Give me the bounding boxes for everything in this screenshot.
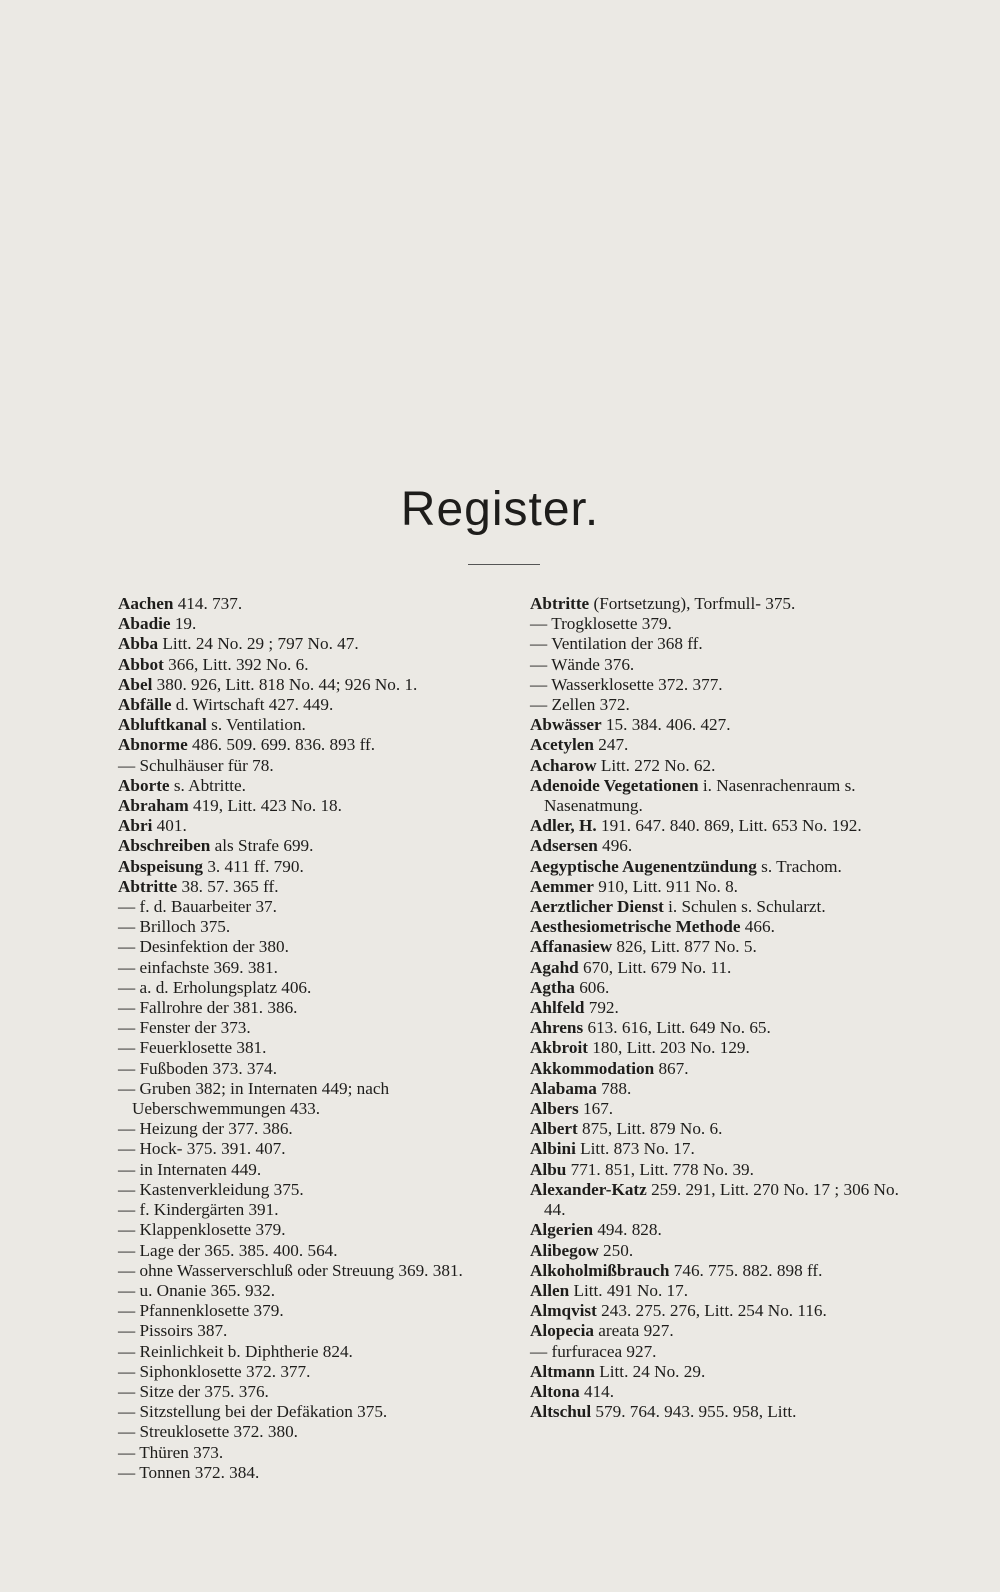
- index-references: 419, Litt. 423 No. 18.: [188, 796, 342, 816]
- index-entry: [118, 1160, 498, 1180]
- index-references: Litt. 24 No. 29.: [594, 1361, 706, 1381]
- index-headword: Alkoholmißbrauch: [530, 1260, 670, 1280]
- index-headword: Abba: [118, 634, 159, 654]
- index-subentry-text: — Heizung der 377. 386.: [118, 1119, 293, 1138]
- index-entry: [530, 1018, 920, 1038]
- index-entry: [530, 655, 920, 675]
- index-headword: Albini: [530, 1139, 576, 1159]
- index-references: s. Trachom.: [756, 856, 842, 876]
- index-entry: [118, 796, 498, 816]
- index-references: 867.: [654, 1058, 689, 1078]
- index-headword: Aegyptische Augenentzündung: [530, 856, 757, 876]
- index-entry: [118, 1079, 498, 1119]
- index-headword: Albert: [530, 1119, 578, 1139]
- index-entry: [118, 1241, 498, 1261]
- index-headword: Altmann: [530, 1361, 595, 1381]
- index-headword: Alabama: [530, 1078, 597, 1098]
- index-entry: [530, 897, 920, 917]
- index-headword: Affanasiew: [530, 937, 613, 957]
- index-references: Litt. 272 No. 62.: [596, 755, 716, 775]
- index-entry: [118, 917, 498, 937]
- index-entry: [530, 1038, 920, 1058]
- index-entry: [118, 655, 498, 675]
- index-entry: [530, 857, 920, 877]
- index-references: 746. 775. 882. 898 ff.: [669, 1260, 823, 1280]
- index-subentry-text: — Pfannenklosette 379.: [118, 1301, 284, 1320]
- index-entry: [118, 1301, 498, 1321]
- index-subentry-text: — Ventilation der 368 ff.: [530, 634, 703, 653]
- index-references: 579. 764. 943. 955. 958, Litt.: [591, 1402, 797, 1422]
- index-references: 380. 926, Litt. 818 No. 44; 926 No. 1.: [152, 674, 418, 694]
- index-entry: [530, 776, 920, 816]
- index-entry: [530, 1301, 920, 1321]
- index-entry: [118, 978, 498, 998]
- index-references: Litt. 491 No. 17.: [569, 1280, 689, 1300]
- index-headword: Abbot: [118, 654, 164, 674]
- index-entry: [118, 1362, 498, 1382]
- index-entry: [530, 1382, 920, 1402]
- index-headword: Albu: [530, 1159, 567, 1179]
- index-entry: [530, 937, 920, 957]
- index-entry: [530, 1099, 920, 1119]
- index-entry: [118, 998, 498, 1018]
- index-entry: [118, 1281, 498, 1301]
- index-references: areata 927.: [593, 1321, 674, 1341]
- index-entry: [118, 695, 498, 715]
- index-references: d. Wirtschaft 427. 449.: [171, 695, 334, 715]
- index-subentry-text: — Fußboden 373. 374.: [118, 1059, 277, 1078]
- index-entry: [118, 1018, 498, 1038]
- index-references: 466.: [740, 917, 775, 937]
- index-subentry-text: — a. d. Erholungsplatz 406.: [118, 978, 311, 997]
- index-entry: [118, 1220, 498, 1240]
- index-subentry-text: — Wasserklosette 372. 377.: [530, 675, 723, 694]
- index-references: 3. 411 ff. 790.: [203, 856, 304, 876]
- index-entry: [530, 1281, 920, 1301]
- index-references: 15. 384. 406. 427.: [601, 715, 731, 735]
- index-entry: [530, 594, 920, 614]
- index-subentry-text: — Fenster der 373.: [118, 1018, 251, 1037]
- index-entry: [530, 1160, 920, 1180]
- index-entry: [530, 1362, 920, 1382]
- index-headword: Abel: [118, 674, 153, 694]
- index-entry: [118, 816, 498, 836]
- index-entry: [118, 1342, 498, 1362]
- index-references: 414.: [579, 1381, 615, 1401]
- index-subentry-text: — Desinfektion der 380.: [118, 937, 289, 956]
- index-entry: [530, 1342, 920, 1362]
- index-entry: [118, 1463, 498, 1483]
- index-references: 259. 291, Litt. 270 No. 17 ; 306 No. 44.: [544, 1179, 899, 1220]
- index-references: 19.: [170, 614, 197, 634]
- index-references: 38. 57. 365 ff.: [177, 876, 279, 896]
- index-subentry-text: — Gruben 382; in Internaten 449; nach Ueberschwemmungen 433.: [118, 1079, 389, 1118]
- index-entry: [530, 1321, 920, 1341]
- index-entry: [530, 1180, 920, 1220]
- index-entry: [530, 1261, 920, 1281]
- index-headword: Almqvist: [530, 1301, 597, 1321]
- index-references: 486. 509. 699. 836. 893 ff.: [187, 735, 376, 755]
- index-entry: [118, 857, 498, 877]
- index-headword: Aachen: [118, 594, 174, 613]
- index-headword: Aerztlicher Dienst: [530, 897, 664, 917]
- index-subentry-text: — Klappenklosette 379.: [118, 1220, 286, 1239]
- index-headword: Akbroit: [530, 1038, 588, 1058]
- index-references: als Strafe 699.: [210, 836, 314, 856]
- index-subentry-text: — Hock- 375. 391. 407.: [118, 1139, 286, 1158]
- index-references: 826, Litt. 877 No. 5.: [612, 937, 757, 957]
- index-entry: [118, 958, 498, 978]
- index-headword: Agtha: [530, 977, 575, 997]
- index-references: 496.: [597, 836, 633, 856]
- index-entry: [118, 1180, 498, 1200]
- index-headword: Albers: [530, 1099, 579, 1119]
- index-subentry-text: — in Internaten 449.: [118, 1160, 261, 1179]
- index-entry: [530, 816, 920, 836]
- index-subentry-text: — Feuerklosette 381.: [118, 1038, 266, 1057]
- index-entry: [530, 958, 920, 978]
- index-subentry-text: — Thüren 373.: [118, 1443, 223, 1462]
- index-references: 875, Litt. 879 No. 6.: [577, 1119, 723, 1139]
- index-entry: [118, 1443, 498, 1463]
- index-references: 414. 737.: [173, 594, 243, 613]
- index-entry: [530, 978, 920, 998]
- index-references: 613. 616, Litt. 649 No. 65.: [583, 1018, 771, 1038]
- index-entry: [530, 998, 920, 1018]
- index-entry: [530, 614, 920, 634]
- index-headword: Acetylen: [530, 735, 594, 755]
- index-subentry-text: — Sitzstellung bei der Defäkation 375.: [118, 1402, 387, 1421]
- index-subentry-text: — Wände 376.: [530, 655, 634, 674]
- index-entry: [530, 1119, 920, 1139]
- index-headword: Abfälle: [118, 695, 172, 715]
- index-entry: [118, 1261, 498, 1281]
- index-subentry-text: — ohne Wasserverschluß oder Streuung 369. 381.: [118, 1261, 463, 1280]
- index-references: i. Schulen s. Schularzt.: [663, 897, 826, 917]
- index-references: 792.: [584, 998, 619, 1018]
- index-headword: Abluftkanal: [118, 715, 207, 735]
- index-subentry-text: — Brilloch 375.: [118, 917, 230, 936]
- index-entry: [118, 877, 498, 897]
- index-references: s. Ventilation.: [206, 715, 306, 735]
- title-rule: [468, 564, 540, 565]
- index-references: 788.: [596, 1078, 632, 1098]
- index-headword: Abspeisung: [118, 856, 204, 876]
- index-headword: Abnorme: [118, 735, 188, 755]
- index-headword: Akkommodation: [530, 1058, 655, 1078]
- index-headword: Ahrens: [530, 1018, 584, 1038]
- index-subentry-text: — u. Onanie 365. 932.: [118, 1281, 275, 1300]
- index-entry: [118, 1059, 498, 1079]
- index-headword: Altschul: [530, 1402, 592, 1422]
- index-references: 771. 851, Litt. 778 No. 39.: [566, 1159, 754, 1179]
- index-headword: Adler, H.: [530, 816, 597, 836]
- index-references: 191. 647. 840. 869, Litt. 653 No. 192.: [596, 816, 862, 836]
- index-entry: [118, 1139, 498, 1159]
- index-headword: Ahlfeld: [530, 998, 585, 1018]
- index-references: (Fortsetzung), Torfmull- 375.: [589, 594, 796, 613]
- index-subentry-text: — Lage der 365. 385. 400. 564.: [118, 1241, 338, 1260]
- index-headword: Abraham: [118, 796, 189, 816]
- index-headword: Abschreiben: [118, 836, 211, 856]
- index-subentry-text: — Zellen 372.: [530, 695, 630, 714]
- index-entry: [118, 1422, 498, 1442]
- index-subentry-text: — Pissoirs 387.: [118, 1321, 227, 1340]
- index-references: 494. 828.: [593, 1220, 662, 1240]
- index-entry: [118, 756, 498, 776]
- index-entry: [118, 614, 498, 634]
- index-headword: Altona: [530, 1381, 580, 1401]
- index-subentry-text: — Sitze der 375. 376.: [118, 1382, 269, 1401]
- index-entry: [530, 756, 920, 776]
- index-entry: [118, 675, 498, 695]
- index-entry: [530, 735, 920, 755]
- index-references: 167.: [578, 1099, 614, 1119]
- index-references: Litt. 873 No. 17.: [575, 1139, 695, 1159]
- index-subentry-text: — f. Kindergärten 391.: [118, 1200, 279, 1219]
- index-subentry-text: — Schulhäuser für 78.: [118, 756, 274, 775]
- index-entry: [118, 1321, 498, 1341]
- index-subentry-text: — Trogklosette 379.: [530, 614, 672, 633]
- index-entry: [118, 594, 498, 614]
- index-entry: [118, 1200, 498, 1220]
- index-references: 366, Litt. 392 No. 6.: [163, 654, 309, 674]
- index-subentry-text: — Tonnen 372. 384.: [118, 1463, 259, 1482]
- index-references: 401.: [152, 816, 187, 836]
- index-entry: [530, 634, 920, 654]
- index-references: s. Abtritte.: [169, 775, 246, 795]
- page-title: Register.: [400, 483, 600, 536]
- index-subentry-text: — f. d. Bauarbeiter 37.: [118, 897, 277, 916]
- index-references: 180, Litt. 203 No. 129.: [587, 1038, 750, 1058]
- index-subentry-text: — einfachste 369. 381.: [118, 958, 278, 977]
- index-entry: [118, 715, 498, 735]
- index-entry: [118, 1382, 498, 1402]
- index-references: Litt. 24 No. 29 ; 797 No. 47.: [158, 634, 359, 654]
- index-references: i. Nasenrachenraum s. Nasenatmung.: [544, 775, 856, 816]
- index-headword: Aborte: [118, 775, 170, 795]
- index-entry: [118, 634, 498, 654]
- index-entry: [530, 1139, 920, 1159]
- index-headword: Aesthesiometrische Methode: [530, 917, 741, 937]
- index-entry: [530, 715, 920, 735]
- index-headword: Abwässer: [530, 715, 602, 735]
- index-subentry-text: — Kastenverkleidung 375.: [118, 1180, 304, 1199]
- index-headword: Alexander-Katz: [530, 1179, 647, 1199]
- index-headword: Abtritte: [530, 594, 590, 613]
- index-headword: Alopecia: [530, 1321, 594, 1341]
- index-entry: [530, 917, 920, 937]
- index-entry: [530, 1079, 920, 1099]
- index-column-left: [118, 594, 498, 1483]
- index-headword: Abri: [118, 816, 153, 836]
- index-headword: Adsersen: [530, 836, 598, 856]
- index-references: 910, Litt. 911 No. 8.: [593, 876, 738, 896]
- index-headword: Alibegow: [530, 1240, 599, 1260]
- index-entry: [118, 776, 498, 796]
- index-entry: [118, 897, 498, 917]
- index-column-right: [530, 594, 920, 1422]
- index-entry: [118, 1038, 498, 1058]
- index-references: 670, Litt. 679 No. 11.: [578, 957, 732, 977]
- index-entry: [118, 1119, 498, 1139]
- index-entry: [530, 877, 920, 897]
- index-subentry-text: — Fallrohre der 381. 386.: [118, 998, 297, 1017]
- index-entry: [530, 836, 920, 856]
- index-headword: Abtritte: [118, 876, 178, 896]
- index-headword: Acharow: [530, 755, 597, 775]
- index-entry: [118, 735, 498, 755]
- index-references: 250.: [598, 1240, 634, 1260]
- index-subentry-text: — Siphonklosette 372. 377.: [118, 1362, 310, 1381]
- index-entry: [530, 1220, 920, 1240]
- index-headword: Allen: [530, 1280, 570, 1300]
- index-subentry-text: — Streuklosette 372. 380.: [118, 1422, 298, 1441]
- index-headword: Aemmer: [530, 876, 594, 896]
- index-headword: Agahd: [530, 957, 579, 977]
- index-entry: [530, 1241, 920, 1261]
- index-references: 247.: [593, 735, 629, 755]
- index-entry: [530, 675, 920, 695]
- index-references: 243. 275. 276, Litt. 254 No. 116.: [596, 1301, 827, 1321]
- index-headword: Algerien: [530, 1220, 594, 1240]
- index-subentry-text: — furfuracea 927.: [530, 1342, 656, 1361]
- index-entry: [118, 1402, 498, 1422]
- index-headword: Adenoide Vegetationen: [530, 775, 699, 795]
- index-references: 606.: [574, 977, 610, 997]
- index-subentry-text: — Reinlichkeit b. Diphtherie 824.: [118, 1342, 353, 1361]
- index-entry: [118, 836, 498, 856]
- index-entry: [118, 937, 498, 957]
- index-entry: [530, 695, 920, 715]
- index-entry: [530, 1059, 920, 1079]
- index-entry: [530, 1402, 920, 1422]
- index-headword: Abadie: [118, 614, 171, 634]
